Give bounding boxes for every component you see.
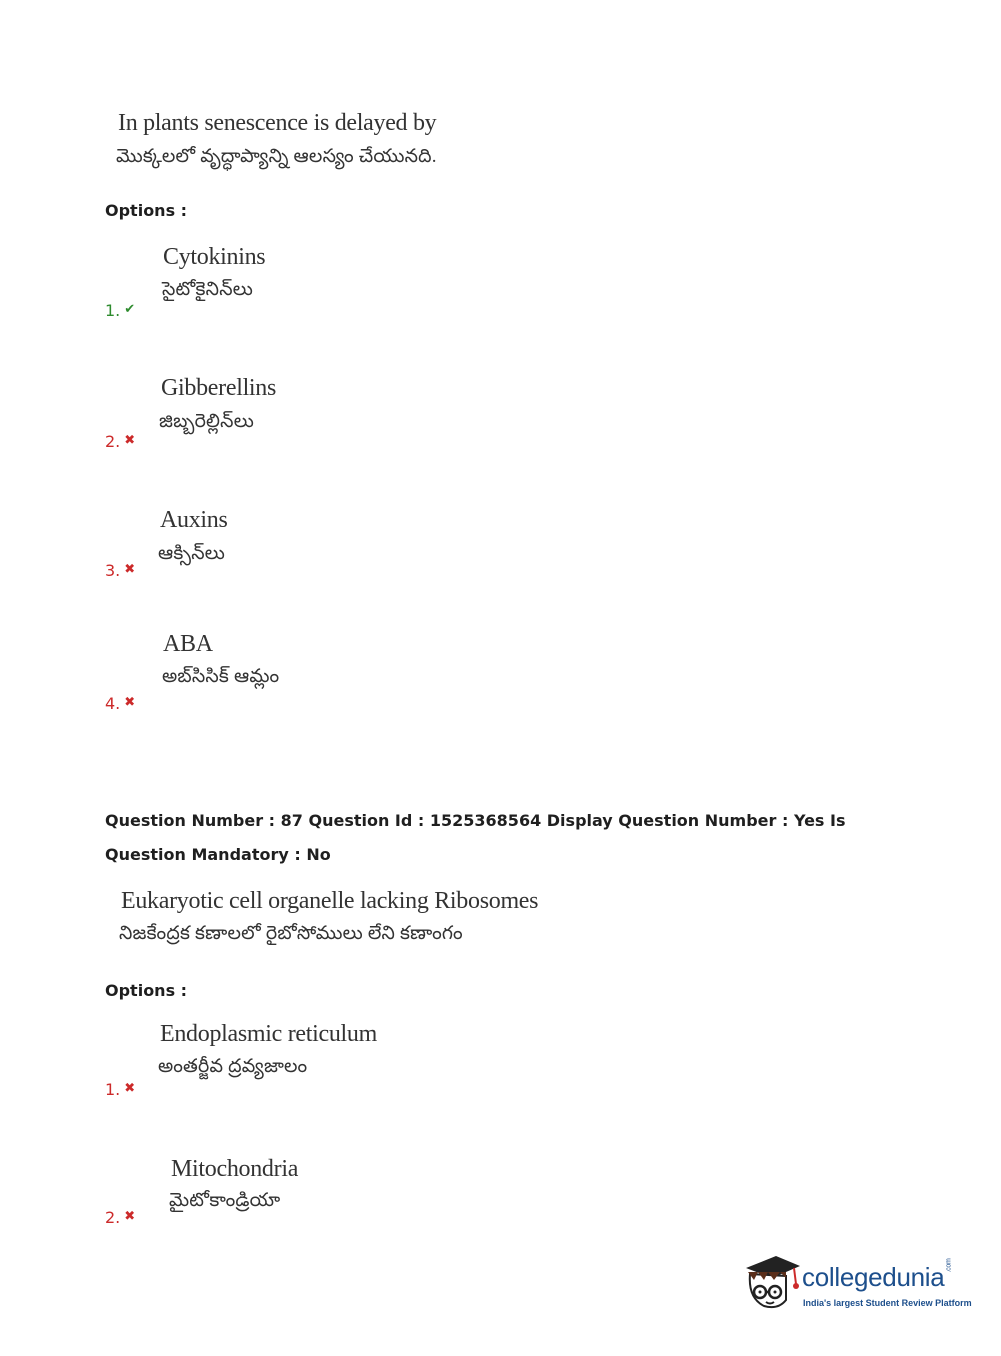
cross-icon: ✖: [124, 695, 136, 710]
logo-wordmark: collegedunia.com: [802, 1258, 953, 1292]
option-text-te: సైటోకైనిన్‌లు: [162, 279, 253, 300]
option-text-te: ఆక్సిన్‌లు: [158, 543, 225, 564]
option-text-en: Endoplasmic reticulum: [160, 1021, 377, 1047]
question-text-te: మొక్కలలో వృద్ధాప్యాన్ని ఆలస్యం చేయునది.: [116, 146, 437, 167]
option-number: 4. ✖: [105, 694, 136, 713]
collegedunia-logo[interactable]: [742, 1250, 972, 1320]
option-number: 3. ✖: [105, 561, 136, 580]
option-number: 2. ✖: [105, 432, 136, 451]
question-text-en: Eukaryotic cell organelle lacking Ribosomes: [121, 888, 539, 914]
cross-icon: ✖: [124, 433, 136, 448]
logo-tagline: India's largest Student Review Platform: [803, 1298, 972, 1308]
option-number: 1. ✔: [105, 301, 136, 320]
option-text-en: Auxins: [160, 507, 228, 533]
question-text-te: నిజకేంద్రక కణాలలో రైబోసోములు లేని కణాంగం: [119, 923, 463, 944]
option-text-te: జిబ్బరెల్లిన్‌లు: [159, 411, 254, 432]
cross-icon: ✖: [124, 1081, 136, 1096]
option-text-en: Gibberellins: [161, 375, 277, 401]
question-text-en: In plants senescence is delayed by: [118, 110, 437, 136]
cross-icon: ✖: [124, 562, 136, 577]
option-text-te: మైటోకాండ్రియా: [169, 1190, 281, 1211]
option-text-en: ABA: [163, 631, 213, 657]
student-mascot-icon: [742, 1250, 800, 1314]
option-number: 1. ✖: [105, 1080, 136, 1099]
option-text-te: అంతర్జీవ ద్రవ్యజాలం: [158, 1056, 308, 1077]
option-text-en: Cytokinins: [163, 244, 266, 270]
question-meta: Question Number : 87 Question Id : 1525368564 Display Question Number : Yes Is Question Mandatory : No: [105, 811, 846, 864]
cross-icon: ✖: [124, 1209, 136, 1224]
option-text-te: అబ్‌సిసిక్ ఆమ్లం: [162, 666, 280, 687]
option-text-en: Mitochondria: [171, 1156, 299, 1182]
option-number: 2. ✖: [105, 1208, 136, 1227]
options-label: Options :: [105, 981, 188, 1000]
options-label: Options :: [105, 201, 188, 220]
check-icon: ✔: [124, 302, 136, 317]
